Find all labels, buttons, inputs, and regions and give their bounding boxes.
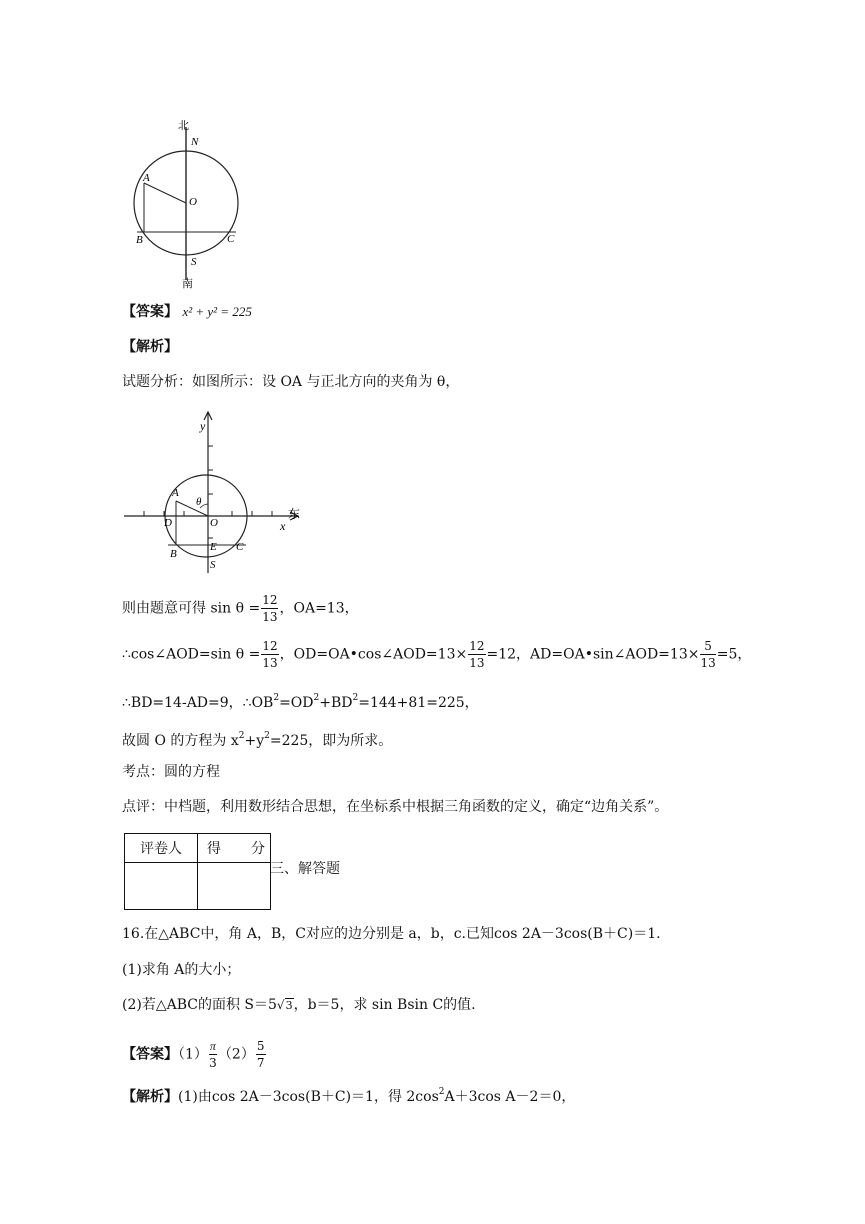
kaodian: 考点：圆的方程 [122, 764, 220, 780]
point-o-label: O [189, 196, 197, 208]
step-2-text-d: =5， [716, 646, 752, 663]
answer-2-label: 【答案】 [122, 1046, 178, 1063]
point-a-label: A [172, 487, 179, 499]
score-col-b: 分 [251, 841, 265, 857]
fraction: $\frac{12}{13}$ [469, 639, 485, 670]
step-3-text-d: =144+81=225， [358, 695, 479, 711]
x-axis-label: x [280, 519, 286, 533]
point-b-label: B [136, 234, 143, 246]
score-col-a: 得 [207, 841, 221, 857]
dianping: 点评：中档题，利用数形结合思想，在坐标系中根据三角函数的定义，确定“边角关系”。 [122, 799, 669, 815]
point-s-label: S [210, 559, 216, 571]
score-col [198, 834, 271, 863]
point-d-label: D [164, 517, 172, 529]
south-label: 南 [182, 277, 193, 290]
point-c-label: C [227, 233, 235, 245]
answer-2 [122, 1040, 267, 1069]
step-3-text-c: +BD [319, 695, 353, 711]
step-2 [122, 640, 751, 669]
grader-col-1: 评卷人 [125, 834, 198, 863]
superscript: 2 [273, 693, 280, 703]
y-axis-label: y [200, 419, 206, 433]
figure-coordinate-diagram [120, 408, 310, 578]
fraction: $\frac{\pi}{3}$ [209, 1039, 217, 1070]
fraction: $\frac{12}{13}$ [262, 593, 278, 624]
analysis-2 [122, 1082, 575, 1107]
superscript: 2 [352, 693, 359, 703]
point-o-label: O [210, 517, 218, 529]
step-4-text-b: +y [244, 733, 265, 749]
point-s-label: S [191, 256, 197, 268]
step-3-text-a: ∴BD=14-AD=9，∴OB [122, 695, 274, 711]
sqrt-symbol: √3 [276, 998, 293, 1012]
step-2-text-c: =12，AD=OA•sin∠AOD=13× [486, 646, 700, 663]
q16-part-2 [122, 995, 476, 1016]
step-3-text-b: =OD [279, 695, 314, 711]
point-c-label: C [236, 541, 244, 553]
point-e-label: E [210, 541, 217, 553]
superscript: 2 [238, 731, 245, 741]
fraction: $\frac{5}{13}$ [700, 639, 716, 670]
analysis-2-label: 【解析】 [122, 1089, 178, 1105]
figure-compass-circle [125, 115, 255, 290]
answer-1-label: 【答案】 [122, 304, 178, 320]
fraction: $\frac{5}{7}$ [256, 1039, 265, 1070]
step-1-text: 则由题意可得 sin θ = [122, 600, 261, 617]
answer-1 [122, 302, 252, 322]
step-2-text-b: ，OD=OA•cos∠AOD=13× [279, 646, 468, 663]
superscript: 2 [438, 1087, 445, 1097]
east-label: 东 [288, 507, 301, 521]
q16-part-2-text-b: ，b＝5，求 sin Bsin C的值. [293, 997, 476, 1013]
analysis-2-text-b: A＋3cos A－2＝0， [444, 1089, 576, 1105]
step-4 [122, 726, 392, 751]
step-1 [122, 594, 359, 623]
theta-label: θ [196, 496, 202, 508]
point-n-label: N [191, 136, 199, 148]
grader-table [124, 833, 271, 910]
point-b-label: B [170, 548, 177, 560]
q16-part-1: (1)求角 A的大小； [122, 962, 241, 978]
step-4-text-a: 故圆 O 的方程为 x [122, 733, 239, 749]
north-label: 北 [178, 119, 189, 132]
answer-2-part-1: （1） [178, 1046, 208, 1063]
answer-1-equation: x² + y² = 225 [182, 304, 252, 319]
step-3 [122, 688, 479, 713]
analysis-1-label: 【解析】 [122, 339, 178, 355]
analysis-2-text-a: (1)由cos 2A－3cos(B＋C)＝1，得 2cos [178, 1089, 439, 1105]
analysis-intro: 试题分析：如图所示：设 OA 与正北方向的夹角为 θ， [122, 374, 460, 390]
point-a-label: A [143, 172, 150, 184]
superscript: 2 [313, 693, 320, 703]
grader-blank-cell [125, 863, 198, 910]
superscript: 2 [264, 731, 270, 741]
answer-2-part-2: （2） [217, 1046, 255, 1063]
q16-stem: 16.在△ABC中，角 A，B，C对应的边分别是 a，b，c.已知cos 2A－3cos(B＋C)＝1. [122, 926, 661, 942]
step-1-text-end: ，OA=13， [279, 600, 359, 617]
q16-part-2-text-a: (2)若△ABC的面积 S＝5 [122, 997, 277, 1013]
section-title: 三、解答题 [270, 861, 340, 877]
step-2-text-a: ∴cos∠AOD=sin θ = [122, 646, 261, 663]
score-blank-cell [198, 863, 271, 910]
step-4-text-c: =225，即为所求。 [269, 733, 393, 749]
fraction: $\frac{12}{13}$ [262, 639, 278, 670]
